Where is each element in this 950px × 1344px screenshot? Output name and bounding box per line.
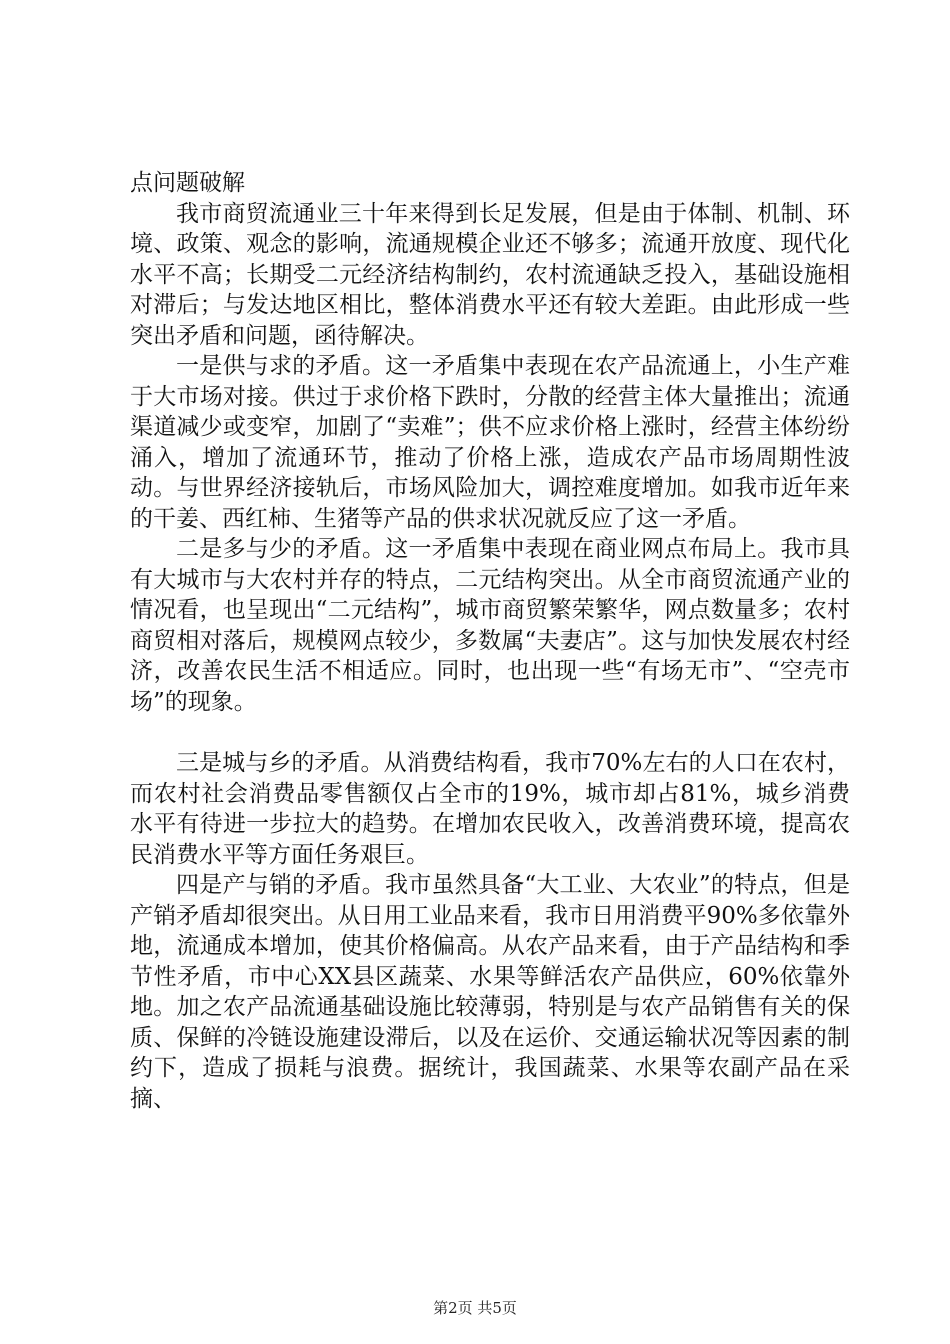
page-footer: 第2页 共5页 [433, 1299, 517, 1317]
paragraph-production-sales: 四是产与销的矛盾。我市虽然具备“大工业、大农业”的特点，但是产销矛盾却很突出。从日用工业品来看，我市日用消费平90%多依靠外地，流通成本增加，使其价格偏高。从农产品来看，由于产品结构和季节性矛盾，市中心XX县区蔬菜、水果等鲜活农产品供应，60%依靠外地。加之农产品流通基础设施比较薄弱，特别是与农产品销售有关的保质、保鲜的冷链设施建设滞后，以及在运价、交通运输状况等因素的制约下，造成了损耗与浪费。据统计，我国蔬菜、水果等农副产品在采摘、 [130, 872, 850, 1112]
paragraph-urban-rural: 三是城与乡的矛盾。从消费结构看，我市70%左右的人口在农村，而农村社会消费品零售额仅占全市的19%，城市却占81%，城乡消费水平有待进一步拉大的趋势。在增加农民收入，改善消费环境，提高农民消费水平等方面任务艰巨。 [130, 750, 850, 868]
paragraph-supply-demand: 一是供与求的矛盾。这一矛盾集中表现在农产品流通上，小生产难于大市场对接。供过于求价格下跌时，分散的经营主体大量推出；流通渠道减少或变窄，加剧了“卖难”；供不应求价格上涨时，经营主体纷纷涌入，增加了流通环节，推动了价格上涨，造成农产品市场周期性波动。与世界经济接轨后，市场风险加大，调控难度增加。如我市近年来的干姜、西红柿、生猪等产品的供求状况就反应了这一矛盾。 [130, 353, 850, 532]
paragraph-more-less: 二是多与少的矛盾。这一矛盾集中表现在商业网点布局上。我市具有大城市与大农村并存的特点，二元结构突出。从全市商贸流通产业的情况看，也呈现出“二元结构”，城市商贸繁荣繁华，网点数量多；农村商贸相对落后，规模网点较少，多数属“夫妻店”。这与加快发展农村经济，改善农民生活不相适应。同时，也出现一些“有场无市”、“空壳市场”的现象。 [130, 536, 850, 715]
paragraph-intro: 我市商贸流通业三十年来得到长足发展，但是由于体制、机制、环境、政策、观念的影响，流通规模企业还不够多；流通开放度、现代化水平不高；长期受二元经济结构制约，农村流通缺乏投入，基础设施相对滞后；与发达地区相比，整体消费水平还有较大差距。由此形成一些突出矛盾和问题，函待解决。 [130, 200, 850, 349]
section-heading-fragment: 点问题破解 [130, 170, 245, 196]
document-body [130, 168, 850, 1114]
